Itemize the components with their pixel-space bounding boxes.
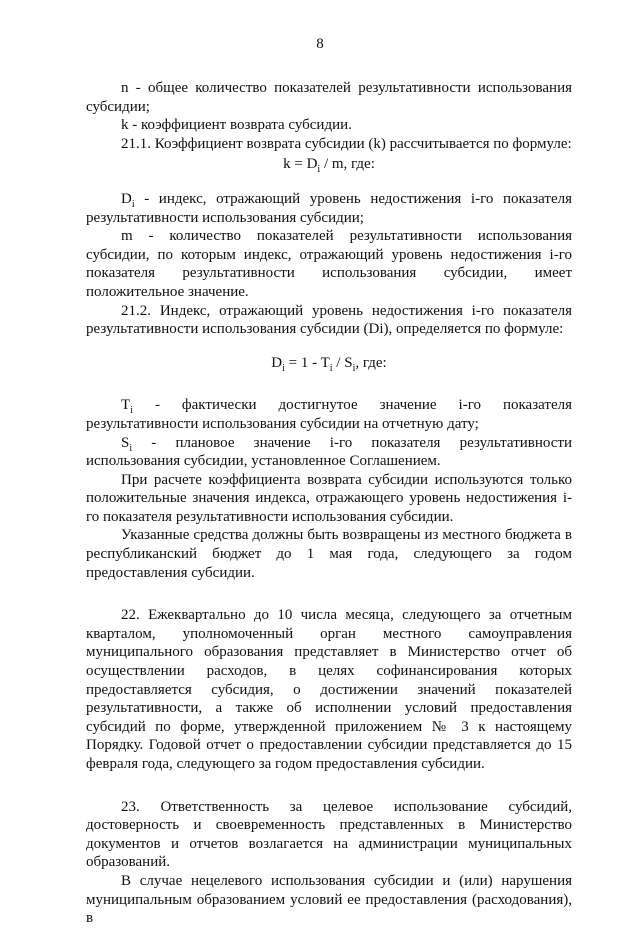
paragraph-k-definition: k - коэффициент возврата субсидии. [121,117,352,134]
formula-di [86,354,572,373]
si-text: - плановое значение i-го показателя результативности использования субсидии, установленное Соглашением. [86,434,572,470]
di-text: - индекс, отражающий уровень недостижения i-го показателя результативности использования субсидии; [86,190,572,226]
formula-di-d: , где: [355,354,387,371]
ti-symbol: T [121,397,131,414]
ti-text: - фактически достигнутое значение i-го показателя результативности использования субсидии на отчетную дату; [86,397,572,432]
di-symbol: D [121,190,132,207]
formula-k-subscript: i [317,164,321,176]
formula-k-rest: / m, где: [320,156,375,173]
paragraph-m-definition: m - количество показателей результативности использования субсидии, по которым индекс, отражающий уровень недостижения i-го показателя результативности использования субсидии, имеет положительное значение. [86,228,572,300]
paragraph-misuse: В случае нецелевого использования субсидии и (или) нарушения муниципальным образованием условий ее предоставления (расходования), в [86,872,572,927]
paragraph-ti-definition [86,396,572,433]
paragraph-si-definition [86,434,572,471]
section-gap [86,774,572,798]
di-subscript: i [131,198,135,210]
si-subscript: i [129,442,133,454]
paragraph-n-definition: n - общее количество показателей результативности использования субсидии; [86,80,572,115]
paragraph-21-2: 21.2. Индекс, отражающий уровень недостижения i-го показателя результативности использования субсидии (Di), определяется по формуле: [86,302,572,338]
formula-di-b: = 1 - T [284,354,330,371]
formula-di-a: D [271,354,283,371]
formula-di-c: / S [332,354,353,371]
formula-di-a-sub: i [282,362,285,374]
paragraph-21-1: 21.1. Коэффициент возврата субсидии (k) рассчитывается по формуле: [121,135,572,152]
paragraph-di-definition [86,190,572,227]
formula-di-c-sub: i [352,362,356,374]
paragraph-23: 23. Ответственность за целевое использование субсидий, достоверность и своевременность представленных в Министерство документов и отчетов возлагается на администрации муниципальных образований. [86,798,572,871]
page-number: 8 [316,36,324,52]
document-body [86,79,572,928]
formula-di-b-sub: i [329,362,333,374]
formula-k [86,155,572,174]
paragraph-return-funds: Указанные средства должны быть возвращены из местного бюджета в республиканский бюджет до 1 мая года, следующего за годом предоставления субсидии. [86,527,572,581]
paragraph-22: 22. Ежеквартально до 10 числа месяца, следующего за отчетным кварталом, уполномоченный орган местного самоуправления муниципального образования представляет в Министерство отчет об осуществлении расходов, в целях софинансирования которых предоставляется субсидия, о достижении значений показателей результативности, а также об исполнении условий предоставления субсидий по форме, утвержденной приложением № 3 к настоящему Порядку. Годовой отчет о предоставлении субсидии представляется до 15 февраля года, следующего за годом предоставления субсидии. [86,607,572,772]
formula-k-lhs: k = D [283,156,318,173]
paragraph-calculation-note: При расчете коэффициента возврата субсидии используются только положительные значения индекса, отражающего уровень недостижения i-го показателя результативности использования субсидии. [86,471,572,525]
si-symbol: S [121,434,130,451]
section-gap [86,582,572,606]
ti-subscript: i [130,405,133,417]
